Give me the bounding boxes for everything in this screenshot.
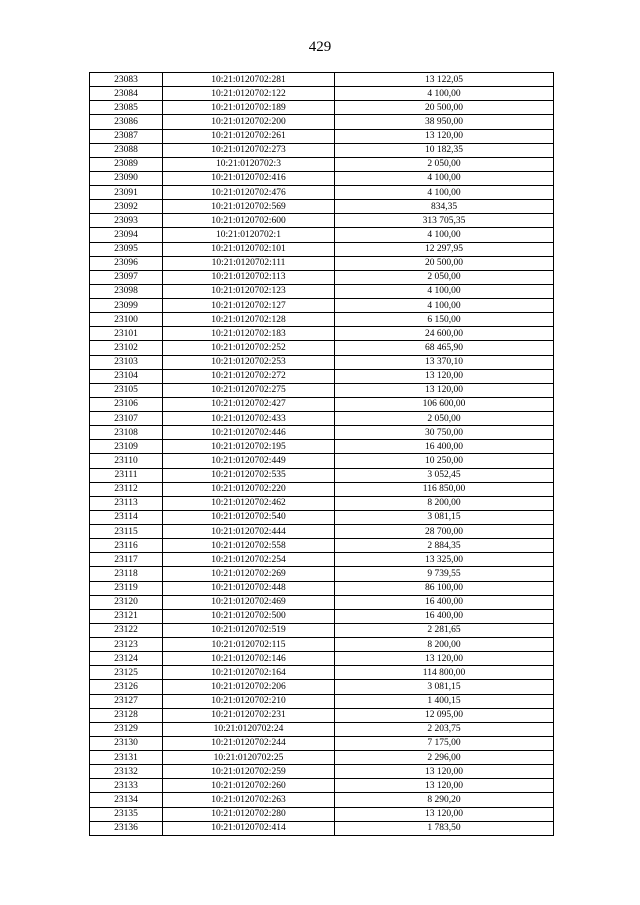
amount-cell: 10 182,35 [335,143,554,157]
record-number-cell: 23103 [90,355,163,369]
record-number-cell: 23107 [90,412,163,426]
cadastral-number-cell: 10:21:0120702:273 [163,143,335,157]
amount-cell: 16 400,00 [335,595,554,609]
table-row [90,341,554,355]
cadastral-number-cell: 10:21:0120702:253 [163,355,335,369]
table-row [90,609,554,623]
cadastral-number-cell: 10:21:0120702:123 [163,284,335,298]
record-number-cell: 23136 [90,821,163,835]
table-row [90,765,554,779]
amount-cell: 13 120,00 [335,369,554,383]
amount-cell: 28 700,00 [335,525,554,539]
table-row [90,779,554,793]
record-number-cell: 23134 [90,793,163,807]
amount-cell: 6 150,00 [335,313,554,327]
amount-cell: 12 297,95 [335,242,554,256]
cadastral-number-cell: 10:21:0120702:272 [163,369,335,383]
record-number-cell: 23091 [90,186,163,200]
amount-cell: 1 783,50 [335,821,554,835]
record-number-cell: 23118 [90,567,163,581]
cadastral-number-cell: 10:21:0120702:469 [163,595,335,609]
record-number-cell: 23110 [90,454,163,468]
cadastral-number-cell: 10:21:0120702:189 [163,101,335,115]
cadastral-number-cell: 10:21:0120702:127 [163,299,335,313]
amount-cell: 2 050,00 [335,412,554,426]
record-number-cell: 23125 [90,666,163,680]
record-number-cell: 23098 [90,284,163,298]
table-row [90,623,554,637]
amount-cell: 24 600,00 [335,327,554,341]
amount-cell: 3 081,15 [335,510,554,524]
record-number-cell: 23092 [90,200,163,214]
amount-cell: 2 203,75 [335,722,554,736]
amount-cell: 116 850,00 [335,482,554,496]
table-row [90,496,554,510]
amount-cell: 13 120,00 [335,765,554,779]
cadastral-number-cell: 10:21:0120702:427 [163,397,335,411]
amount-cell: 13 120,00 [335,652,554,666]
amount-cell: 1 400,15 [335,694,554,708]
cadastral-number-cell: 10:21:0120702:259 [163,765,335,779]
cadastral-number-cell: 10:21:0120702:280 [163,807,335,821]
table-row [90,426,554,440]
table-row [90,256,554,270]
amount-cell: 3 052,45 [335,468,554,482]
amount-cell: 13 370,10 [335,355,554,369]
table-row [90,525,554,539]
record-number-cell: 23096 [90,256,163,270]
cadastral-number-cell: 10:21:0120702:519 [163,623,335,637]
cadastral-number-cell: 10:21:0120702:535 [163,468,335,482]
amount-cell: 4 100,00 [335,228,554,242]
table-row [90,694,554,708]
cadastral-number-cell: 10:21:0120702:500 [163,609,335,623]
table-row [90,454,554,468]
table-row [90,412,554,426]
amount-cell: 7 175,00 [335,736,554,750]
record-number-cell: 23128 [90,708,163,722]
table-row [90,581,554,595]
table-row [90,129,554,143]
record-number-cell: 23093 [90,214,163,228]
table-row [90,214,554,228]
amount-cell: 2 050,00 [335,270,554,284]
record-number-cell: 23083 [90,73,163,87]
table-row [90,157,554,171]
cadastral-number-cell: 10:21:0120702:206 [163,680,335,694]
table-row [90,510,554,524]
table-row [90,186,554,200]
cadastral-number-cell: 10:21:0120702:600 [163,214,335,228]
amount-cell: 13 122,05 [335,73,554,87]
table-row [90,482,554,496]
amount-cell: 2 281,65 [335,623,554,637]
table-row [90,638,554,652]
cadastral-number-cell: 10:21:0120702:244 [163,736,335,750]
record-number-cell: 23100 [90,313,163,327]
table-row [90,468,554,482]
table-row [90,539,554,553]
table-row [90,327,554,341]
amount-cell: 106 600,00 [335,397,554,411]
record-number-cell: 23088 [90,143,163,157]
cadastral-number-cell: 10:21:0120702:433 [163,412,335,426]
record-number-cell: 23130 [90,736,163,750]
record-number-cell: 23094 [90,228,163,242]
cadastral-number-cell: 10:21:0120702:540 [163,510,335,524]
record-number-cell: 23102 [90,341,163,355]
amount-cell: 13 120,00 [335,129,554,143]
record-number-cell: 23097 [90,270,163,284]
table-row [90,369,554,383]
cadastral-number-cell: 10:21:0120702:444 [163,525,335,539]
amount-cell: 13 120,00 [335,807,554,821]
amount-cell: 16 400,00 [335,609,554,623]
table-row [90,666,554,680]
cadastral-number-cell: 10:21:0120702:210 [163,694,335,708]
cadastral-number-cell: 10:21:0120702:231 [163,708,335,722]
record-number-cell: 23121 [90,609,163,623]
amount-cell: 4 100,00 [335,284,554,298]
table-row [90,87,554,101]
table-row [90,299,554,313]
amount-cell: 16 400,00 [335,440,554,454]
cadastral-number-cell: 10:21:0120702:449 [163,454,335,468]
record-number-cell: 23127 [90,694,163,708]
record-number-cell: 23129 [90,722,163,736]
amount-cell: 8 290,20 [335,793,554,807]
amount-cell: 4 100,00 [335,87,554,101]
table-row [90,101,554,115]
table-row [90,807,554,821]
cadastral-number-cell: 10:21:0120702:275 [163,383,335,397]
record-number-cell: 23119 [90,581,163,595]
table-row [90,553,554,567]
record-number-cell: 23090 [90,171,163,185]
amount-cell: 4 100,00 [335,171,554,185]
cadastral-number-cell: 10:21:0120702:462 [163,496,335,510]
amount-cell: 2 884,35 [335,539,554,553]
cadastral-number-cell: 10:21:0120702:111 [163,256,335,270]
table-row [90,115,554,129]
record-number-cell: 23089 [90,157,163,171]
table-row [90,284,554,298]
record-number-cell: 23132 [90,765,163,779]
amount-cell: 68 465,90 [335,341,554,355]
record-number-cell: 23087 [90,129,163,143]
record-number-cell: 23123 [90,638,163,652]
page-number: 429 [308,39,332,55]
record-number-cell: 23122 [90,623,163,637]
table-row [90,652,554,666]
record-number-cell: 23126 [90,680,163,694]
table-row [90,567,554,581]
record-number-cell: 23105 [90,383,163,397]
cadastral-number-cell: 10:21:0120702:281 [163,73,335,87]
cadastral-number-cell: 10:21:0120702:25 [163,751,335,765]
table-row [90,143,554,157]
table-row [90,821,554,835]
table-row [90,270,554,284]
cadastral-number-cell: 10:21:0120702:414 [163,821,335,835]
table-row [90,722,554,736]
cadastral-number-cell: 10:21:0120702:558 [163,539,335,553]
amount-cell: 2 050,00 [335,157,554,171]
amount-cell: 20 500,00 [335,101,554,115]
cadastral-number-cell: 10:21:0120702:115 [163,638,335,652]
amount-cell: 30 750,00 [335,426,554,440]
table-row [90,242,554,256]
record-number-cell: 23114 [90,510,163,524]
cadastral-number-cell: 10:21:0120702:24 [163,722,335,736]
record-number-cell: 23111 [90,468,163,482]
cadastral-number-cell: 10:21:0120702:446 [163,426,335,440]
record-number-cell: 23120 [90,595,163,609]
record-number-cell: 23085 [90,101,163,115]
amount-cell: 4 100,00 [335,299,554,313]
record-number-cell: 23112 [90,482,163,496]
table-row [90,595,554,609]
amount-cell: 20 500,00 [335,256,554,270]
table-row [90,383,554,397]
amount-cell: 2 296,00 [335,751,554,765]
record-number-cell: 23133 [90,779,163,793]
cadastral-number-cell: 10:21:0120702:3 [163,157,335,171]
table-row [90,793,554,807]
table-row [90,73,554,87]
cadastral-number-cell: 10:21:0120702:448 [163,581,335,595]
amount-cell: 10 250,00 [335,454,554,468]
table-row [90,355,554,369]
record-number-cell: 23084 [90,87,163,101]
table-body [90,73,554,836]
cadastral-number-cell: 10:21:0120702:164 [163,666,335,680]
cadastral-number-cell: 10:21:0120702:200 [163,115,335,129]
cadastral-number-cell: 10:21:0120702:261 [163,129,335,143]
amount-cell: 834,35 [335,200,554,214]
table-row [90,708,554,722]
cadastral-number-cell: 10:21:0120702:476 [163,186,335,200]
cadastral-number-cell: 10:21:0120702:122 [163,87,335,101]
record-number-cell: 23124 [90,652,163,666]
amount-cell: 3 081,15 [335,680,554,694]
table-row [90,397,554,411]
table-row [90,228,554,242]
table-row [90,736,554,750]
cadastral-number-cell: 10:21:0120702:252 [163,341,335,355]
cadastral-number-cell: 10:21:0120702:416 [163,171,335,185]
cadastral-number-cell: 10:21:0120702:263 [163,793,335,807]
cadastral-number-cell: 10:21:0120702:1 [163,228,335,242]
amount-cell: 114 800,00 [335,666,554,680]
amount-cell: 8 200,00 [335,496,554,510]
record-number-cell: 23116 [90,539,163,553]
amount-cell: 4 100,00 [335,186,554,200]
record-number-cell: 23115 [90,525,163,539]
record-number-cell: 23099 [90,299,163,313]
cadastral-number-cell: 10:21:0120702:569 [163,200,335,214]
data-table [89,72,554,836]
record-number-cell: 23106 [90,397,163,411]
record-number-cell: 23135 [90,807,163,821]
record-number-cell: 23131 [90,751,163,765]
cadastral-number-cell: 10:21:0120702:254 [163,553,335,567]
table-row [90,171,554,185]
cadastral-number-cell: 10:21:0120702:183 [163,327,335,341]
record-number-cell: 23109 [90,440,163,454]
record-number-cell: 23086 [90,115,163,129]
amount-cell: 9 739,55 [335,567,554,581]
cadastral-number-cell: 10:21:0120702:146 [163,652,335,666]
cadastral-number-cell: 10:21:0120702:101 [163,242,335,256]
amount-cell: 13 120,00 [335,779,554,793]
cadastral-number-cell: 10:21:0120702:128 [163,313,335,327]
cadastral-number-cell: 10:21:0120702:269 [163,567,335,581]
amount-cell: 8 200,00 [335,638,554,652]
record-number-cell: 23117 [90,553,163,567]
cadastral-number-cell: 10:21:0120702:113 [163,270,335,284]
cadastral-number-cell: 10:21:0120702:195 [163,440,335,454]
table-row [90,313,554,327]
amount-cell: 86 100,00 [335,581,554,595]
cadastral-number-cell: 10:21:0120702:220 [163,482,335,496]
table-row [90,680,554,694]
cadastral-number-cell: 10:21:0120702:260 [163,779,335,793]
amount-cell: 13 120,00 [335,383,554,397]
amount-cell: 13 325,00 [335,553,554,567]
table-row [90,200,554,214]
record-number-cell: 23108 [90,426,163,440]
amount-cell: 12 095,00 [335,708,554,722]
amount-cell: 313 705,35 [335,214,554,228]
amount-cell: 38 950,00 [335,115,554,129]
record-number-cell: 23104 [90,369,163,383]
table-row [90,751,554,765]
table-row [90,440,554,454]
record-number-cell: 23101 [90,327,163,341]
record-number-cell: 23095 [90,242,163,256]
record-number-cell: 23113 [90,496,163,510]
